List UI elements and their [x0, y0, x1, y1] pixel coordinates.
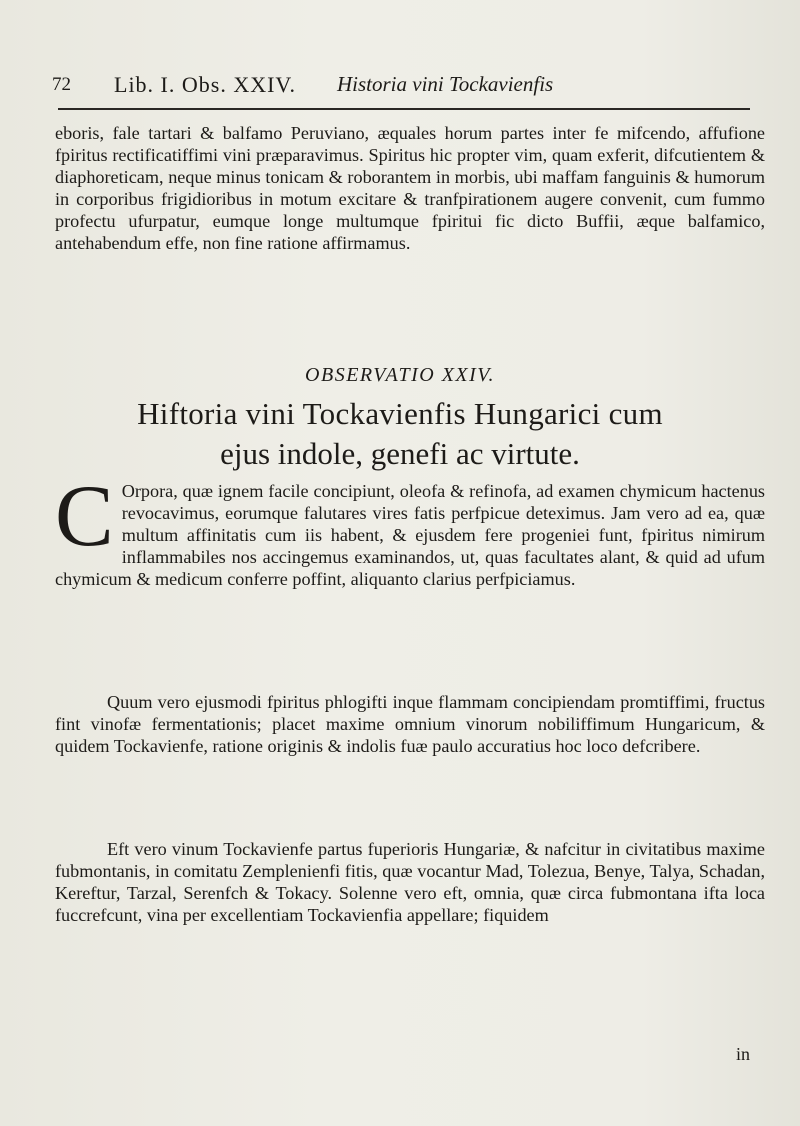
continuation-text: eboris, fale tartari & balfamo Peruviano, æquales horum partes inter fe mifcendo, affufione fpiritus rectificatiffimi vini præparavimus. Spiritus hic propter vim, quam exferit, difcutientem & diaphoreticam, neque minus tonicam & roborantem in morbis, ubi maffam fanguinis & humorum in corporibus frigidioribus in motum excitare & tranfpirationem augere convenit, cum fummo profectu ufurpatur, eumque longe multumque fpiritui fic dicto Buffii, æque balfamico, antehabendum effe, non fine ratione affirmamus.: [55, 123, 765, 253]
chapter-title-line-1: Hiftoria vini Tockavienfis Hungarici cum: [137, 396, 663, 431]
first-paragraph-text: Orpora, quæ ignem facile concipiunt, oleofa & refinofa, ad examen chymicum hactenus revocavimus, eorumque falutares vires fatis perfpicue deteximus. Jam vero ad ea, quæ multum affinitatis cum iis habent, & ejusdem fere progeniei funt, fpiritus nimirum inflammabiles nos accingemus examinandos, ut, quas facultates alant, & quid ad ufum chymicum & medicum conferre poffint, aliquanto clarius perfpiciamus.: [55, 481, 765, 589]
running-header: [52, 70, 760, 102]
observatio-heading: OBSERVATIO XXIV.: [305, 364, 495, 386]
page-number: 72: [52, 74, 71, 95]
drop-cap: C: [55, 468, 114, 565]
catchword: in: [736, 1044, 751, 1064]
running-title: Historia vini Tockavienfis: [337, 72, 554, 96]
header-rule: [58, 108, 750, 110]
continuation-paragraph: [55, 122, 765, 254]
chapter-title-line-2: ejus indole, genefi ac virtute.: [220, 436, 580, 471]
book-section-label: Lib. I. Obs. XXIV.: [114, 72, 296, 97]
third-paragraph: [55, 838, 765, 926]
first-paragraph: [55, 468, 765, 590]
second-paragraph: [55, 691, 765, 757]
third-paragraph-text: Eft vero vinum Tockavienfe partus fuperioris Hungariæ, & nafcitur in civitatibus maxime fubmontanis, in comitatu Zemplenienfi fitis, quæ vocantur Mad, Tolezua, Benye, Talya, Schadan, Kereftur, Tarzal, Serenfch & Tokacy. Solenne vero eft, omnia, quæ circa fubmontana ifta loca fuccrefcunt, vina per excellentiam Tockavienfia appellare; fiquidem: [55, 839, 765, 925]
second-paragraph-text: Quum vero ejusmodi fpiritus phlogifti inque flammam concipiendam promtiffimi, fructus fint vinofæ fermentationis; placet maxime omnium vinorum nobiliffimum Hungaricum, & quidem Tockavienfe, ratione originis & indolis fuæ paulo accuratius hoc loco defcribere.: [55, 692, 765, 756]
